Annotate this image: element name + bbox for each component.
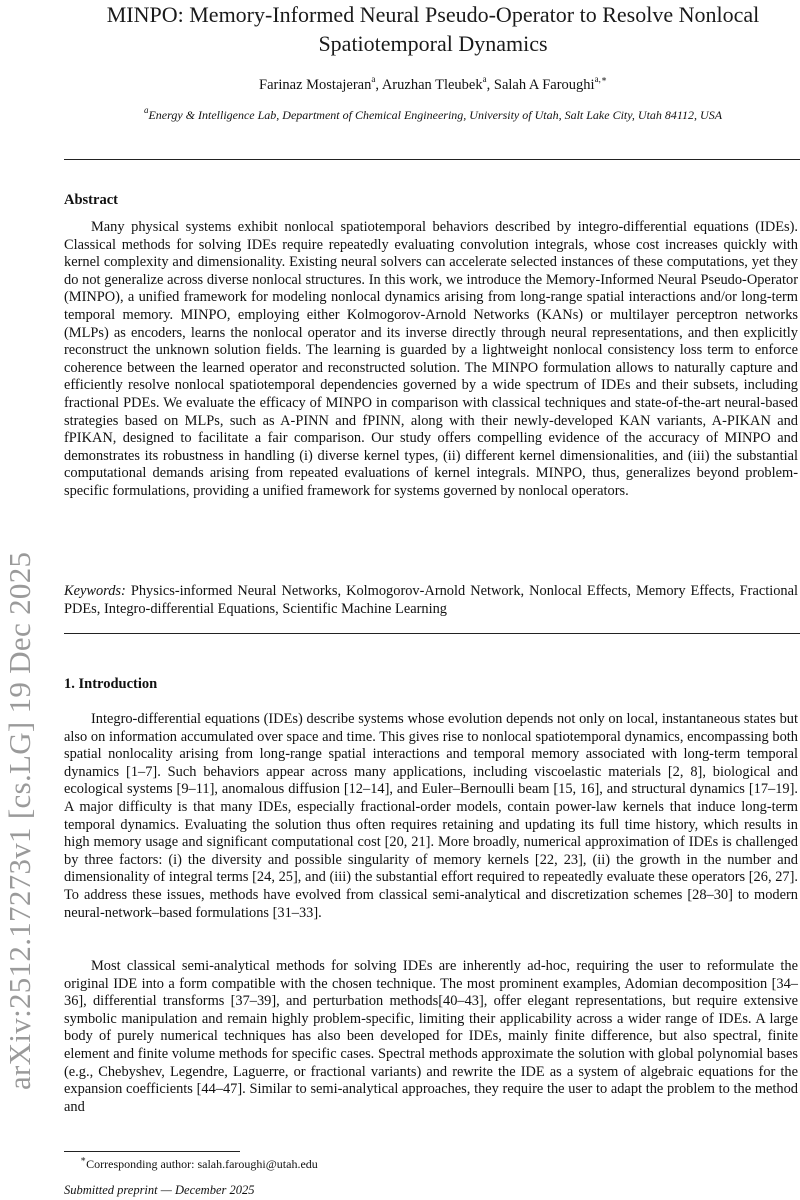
author-name: Aruzhan Tleubek <box>381 76 483 93</box>
keywords <box>64 583 798 618</box>
abstract-heading: Abstract <box>64 192 118 208</box>
author-affiliation-mark: a <box>482 74 487 84</box>
author-affiliation-mark: a,∗ <box>594 74 607 84</box>
author-name: Farinaz Mostajeran <box>259 76 372 93</box>
footnote-text: Corresponding author: salah.faroughi@utah.edu <box>86 1157 318 1171</box>
abstract-text: Many physical systems exhibit nonlocal spatiotemporal behaviors described by integro-differential equations (IDEs). Classical methods for solving IDEs require repeatedly evaluating convolution integrals, whose cost increases quickly with kernel complexity and dimensionality. Existing neural solvers can accelerate selected instances of these computations, yet they do not generalize across diverse nonlocal structures. In this work, we introduce the Memory-Informed Neural Pseudo-Operator (MINPO), a unified framework for modeling nonlocal dynamics arising from long-range spatial interactions and/or long-term temporal memory. MINPO, employing either Kolmogorov-Arnold Networks (KANs) or multilayer perceptron networks (MLPs) as encoders, learns the nonlocal operator and its inverse directly through neural representations, and then explicitly reconstruct the unknown solution fields. The learning is guarded by a lightweight nonlocal consistency loss term to enforce coherence between the learned operator and reconstructed solution. The MINPO formulation allows to naturally capture and efficiently resolve nonlocal spatiotemporal dependencies governed by a wide spectrum of IDEs and their subsets, including fractional PDEs. We evaluate the efficacy of MINPO in comparison with classical techniques and state-of-the-art neural-based strategies based on MLPs, such as A-PINN and fPINN, along with their newly-developed KAN variants, A-PIKAN and fPIKAN, designed to facilitate a fair comparison. Our study offers compelling evidence of the accuracy of MINPO and demonstrates its robustness in handling (i) diverse kernel types, (ii) different kernel dimensionalities, and (iii) the substantial computational demands arising from repeated evaluations of kernel integrals. MINPO, thus, generalizes beyond problem-specific formulations, providing a unified framework for systems governed by nonlocal operators. <box>64 219 798 499</box>
intro-paragraph-1: Integro-differential equations (IDEs) describe systems whose evolution depends not only on local, instantaneous states but also on information accumulated over space and time. This gives rise to nonlocal spatiotemporal dynamics, encompassing both spatial nonlocality arising from long-range spatial interactions and temporal memory associated with long-term temporal dynamics [1–7]. Such behaviors appear across many applications, including viscoelastic materials [2, 8], biological and ecological systems [9–11], anomalous diffusion [12–14], and Euler–Bernoulli beam [15, 16], and structural dynamics [17–19]. A major difficulty is that many IDEs, especially fractional-order models, contain power-law kernels that induce long-term temporal dynamics. Evaluating the solution thus often requires retaining and updating its full time history, which results in high memory usage and significant computational cost [20, 21]. More broadly, numerical approximation of IDEs is challenged by three factors: (i) the diversity and possible singularity of memory kernels [22, 23], (ii) the growth in the number and dimensionality of integral terms [24, 25], and (iii) the substantial effort required to repeatedly evaluate these operators [26, 27]. To address these issues, methods have evolved from classical semi-analytical and discretization schemes [28–30] to modern neural-network–based formulations [31–33]. <box>64 711 798 921</box>
footnote <box>80 1155 318 1172</box>
keywords-text: Physics-informed Neural Networks, Kolmogorov-Arnold Network, Nonlocal Effects, Memory Effects, Fractional PDEs, Integro-differential Equations, Scientific Machine Learning <box>64 583 798 617</box>
section-heading-introduction: 1. Introduction <box>64 676 158 692</box>
abstract-divider <box>64 633 800 634</box>
affiliation-mark: a <box>143 105 149 115</box>
page-footer: Submitted preprint — December 2025 <box>64 1183 255 1197</box>
author-list: Farinaz Mostajeran$^a$, Aruzhan Tleubek$^a$, Salah A Faroughi$^{a,∗}$ <box>259 74 607 93</box>
footnote-mark: ∗ <box>80 1154 87 1164</box>
top-divider <box>64 159 800 160</box>
keywords-label: Keywords: <box>64 583 126 599</box>
intro-paragraph-2: Most classical semi-analytical methods for solving IDEs are inherently ad-hoc, requiring the user to reformulate the original IDE into a form compatible with the chosen technique. The most prominent examples, Adomian decomposition [34–36], differential transforms [37–39], and perturbation methods[40–43], offer elegant representations, but require extensive symbolic manipulation and remain highly problem-specific, limiting their applicability across a wider range of IDEs. A large body of purely numerical techniques has also been developed for IDEs, mainly finite difference, but also spectral, finite element and finite volume methods for specific cases. Spectral methods approximate the solution with global polynomial bases (e.g., Chebyshev, Legendre, Laguerre, or fractional variants) and rewrite the IDE as a system of algebraic equations for the expansion coefficients [44–47]. Similar to semi-analytical approaches, they require the user to adapt the problem to the method and <box>64 958 798 1115</box>
paper-title: MINPO: Memory-Informed Neural Pseudo-Operator to Resolve Nonlocal Spatiotemporal Dynamics <box>106 2 760 56</box>
author-name: Salah A Faroughi <box>493 76 595 93</box>
arxiv-identifier: arXiv:2512.17273v1 [cs.LG] 19 Dec 2025 <box>2 551 37 1090</box>
author-affiliation-mark: a <box>371 74 376 84</box>
affiliation-text: Energy & Intelligence Lab, Department of Chemical Engineering, University of Utah, Salt Lake City, Utah 84112, USA <box>148 108 723 122</box>
footnote-divider <box>64 1151 240 1152</box>
affiliation <box>66 106 800 123</box>
